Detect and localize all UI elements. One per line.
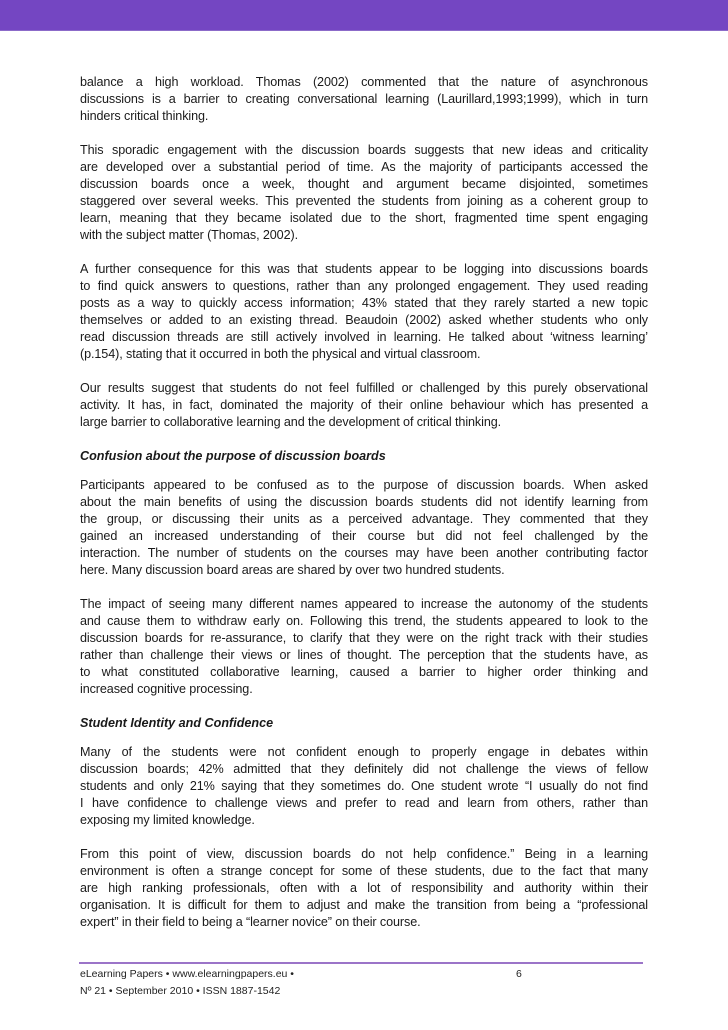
paragraph (80, 846, 648, 931)
paragraph (80, 74, 648, 125)
paragraph-line: and cause them to withdraw early on. Following this trend, the students appeared to look to the (80, 614, 648, 628)
header-banner (0, 0, 728, 31)
paragraph-line: themselves or added to an existing thread. Beaudoin (2002) asked whether students who only (80, 313, 648, 327)
paragraph-line: staggered over several weeks. This prevented the students from joining as a coherent group to (80, 194, 648, 208)
paragraph-line: are developed over a substantial period of time. As the majority of participants accessed the (80, 160, 648, 174)
section-heading: Confusion about the purpose of discussion boards (80, 449, 386, 463)
paragraph-line: expert” in their field to being a “learner novice” on their course. (80, 915, 421, 929)
paragraph-line: to find quick answers to questions, rather than any prolonged engagement. They used reading (80, 279, 648, 293)
section-heading: Student Identity and Confidence (80, 716, 274, 730)
paragraph-line: exposing my limited knowledge. (80, 813, 255, 827)
footer-line-1: eLearning Papers • www.elearningpapers.eu • (80, 968, 294, 980)
paragraph-line: The impact of seeing many different names appeared to increase the autonomy of the students (80, 597, 648, 611)
footer-citation (80, 966, 294, 1000)
paragraph-line: (p.154), stating that it occurred in both the physical and virtual classroom. (80, 347, 481, 361)
paragraph-line: discussion boards once a week, thought and argument became disjointed, sometimes (80, 177, 648, 191)
paragraph-line: Participants appeared to be confused as to the purpose of discussion boards. When asked (80, 478, 648, 492)
paragraph (80, 261, 648, 363)
paragraph-line: are high ranking professionals, often with a lot of responsibility and authority within their (80, 881, 648, 895)
paragraph-line: This sporadic engagement with the discussion boards suggests that new ideas and criticality (80, 143, 648, 157)
paragraph-line: discussion boards for re-assurance, to clarify that they were on the right track with their studies (80, 631, 648, 645)
paragraph-line: Our results suggest that students do not feel fulfilled or challenged by this purely observational (80, 381, 648, 395)
paragraph-line: large barrier to collaborative learning and the development of critical thinking. (80, 415, 502, 429)
paragraph-line: hinders critical thinking. (80, 109, 209, 123)
paragraph (80, 380, 648, 431)
paragraph-line: students and only 21% saying that they sometimes do. One student wrote “I usually do not find (80, 779, 648, 793)
paragraph-line: balance a high workload. Thomas (2002) commented that the nature of asynchronous (80, 75, 648, 89)
paragraph-line: discussions is a barrier to creating conversational learning (Laurillard,1993;1999), which in turn (80, 92, 648, 106)
paragraph-line: gained an increased understanding of their course but did not feel challenged by the (80, 529, 648, 543)
paragraph-line: environment is often a strange concept for some of these students, due to the fact that many (80, 864, 648, 878)
paragraph-line: read discussion threads are still actively involved in learning. He talked about ‘witness learning’ (80, 330, 648, 344)
paragraph-line: about the main benefits of using the discussion boards students did not identify learning from (80, 495, 648, 509)
paragraph (80, 142, 648, 244)
paragraph-line: here. Many discussion board areas are shared by over two hundred students. (80, 563, 505, 577)
paragraph (80, 477, 648, 579)
paragraph-line: posts as a way to quickly access information; 43% stated that they rarely started a new topic (80, 296, 648, 310)
paragraph-line: the group, or discussing their units as a perceived advantage. They commented that they (80, 512, 648, 526)
paragraph-line: with the subject matter (Thomas, 2002). (80, 228, 298, 242)
paragraph-line: Many of the students were not confident enough to properly engage in debates within (80, 745, 648, 759)
paragraph-line: organisation. It is difficult for them to adjust and make the transition from being a “professional (80, 898, 648, 912)
paragraph-line: A further consequence for this was that students appear to be logging into discussions boards (80, 262, 648, 276)
document-body (80, 74, 648, 948)
footer-divider (79, 962, 643, 964)
paragraph-line: activity. It has, in fact, dominated the majority of their online behaviour which has presented a (80, 398, 648, 412)
paragraph (80, 744, 648, 829)
footer-line-2: Nº 21 • September 2010 • ISSN 1887-1542 (80, 985, 281, 997)
paragraph-line: to what constituted collaborative learning, caused a barrier to higher order thinking and (80, 665, 648, 679)
paragraph-line: learn, meaning that they became isolated due to the short, fragmented time spent engaging (80, 211, 648, 225)
paragraph (80, 596, 648, 698)
paragraph-line: I have confidence to challenge views and prefer to read and learn from others, rather than (80, 796, 648, 810)
paragraph-line: increased cognitive processing. (80, 682, 253, 696)
paragraph-line: interaction. The number of students on the courses may have been another contributing factor (80, 546, 648, 560)
page-number: 6 (516, 968, 522, 980)
paragraph-line: rather than challenge their views or lines of thought. The perception that the students have, as (80, 648, 648, 662)
paragraph-line: From this point of view, discussion boards do not help confidence.” Being in a learning (80, 847, 648, 861)
paragraph-line: discussion boards; 42% admitted that they definitely did not challenge the views of fellow (80, 762, 648, 776)
